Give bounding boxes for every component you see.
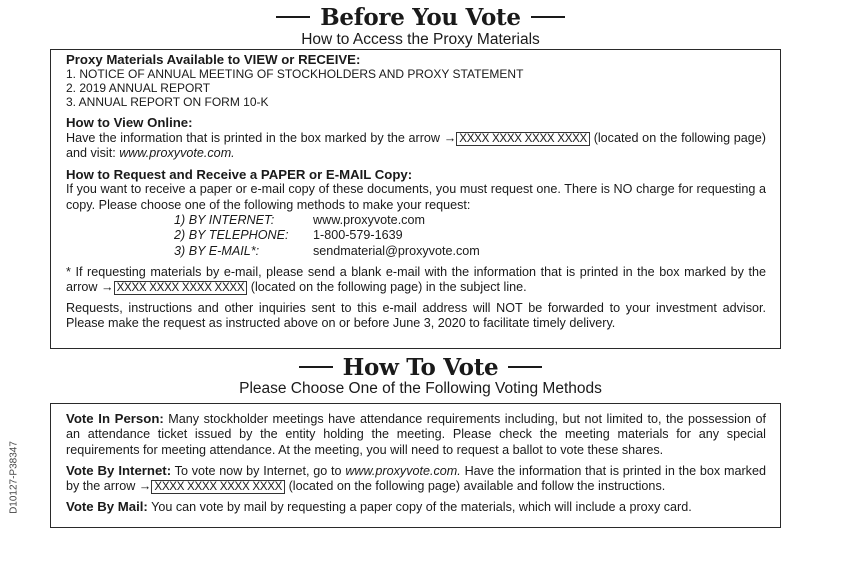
vote-in-person-label: Vote In Person:	[66, 411, 164, 426]
control-code-box: XXXX XXXX XXXX XXXX	[151, 480, 285, 494]
vote-internet-text-b: Have the information that is printed in the box marked by the arrow	[66, 463, 766, 494]
materials-item: 1. NOTICE OF ANNUAL MEETING OF STOCKHOLDERS AND PROXY STATEMENT	[66, 67, 524, 82]
section-title-before-you-vote	[0, 4, 841, 31]
vote-by-mail-text: You can vote by mail by requesting a paper copy of the materials, which will include a proxy card.	[147, 500, 692, 515]
control-code-box: XXXX XXXX XXXX XXXX	[456, 132, 590, 146]
materials-item: 3. ANNUAL REPORT ON FORM 10-K	[66, 95, 269, 110]
vote-by-internet	[66, 463, 766, 495]
method-value-email[interactable]: sendmaterial@proxyvote.com	[313, 243, 480, 258]
voting-methods-box	[50, 403, 781, 528]
title-rule-right	[531, 16, 565, 18]
title-text: Before You Vote	[320, 4, 521, 31]
materials-item: 2. 2019 ANNUAL REPORT	[66, 81, 211, 96]
title-text: How To Vote	[342, 354, 499, 381]
view-text-b: (located on the following page) and visit:	[66, 130, 766, 160]
method-value-url[interactable]: www.proxyvote.com	[313, 213, 425, 228]
request-text: If you want to receive a paper or e-mail copy of these documents, you must request one. There is NO charge for requesting a copy. Please choose one of the following methods to make your request:	[66, 182, 766, 212]
view-online-text	[66, 131, 766, 162]
view-online-heading: How to View Online:	[66, 115, 193, 131]
request-methods	[174, 213, 766, 259]
proxy-materials-content	[66, 52, 766, 331]
view-text-a: Have the information that is printed in the box marked by the arrow	[66, 130, 444, 145]
arrow-icon: →	[101, 280, 114, 295]
section-subtitle-access: How to Access the Proxy Materials	[301, 31, 540, 48]
method-label: 2) BY TELEPHONE:	[174, 228, 289, 243]
method-label: 3) BY E-MAIL*:	[174, 243, 260, 258]
email-note-b: (located on the following page) in the subject line.	[247, 280, 527, 295]
section-subtitle-voting-methods: Please Choose One of the Following Voting Methods	[239, 380, 602, 397]
title-rule-left	[299, 366, 333, 368]
section-title-how-to-vote	[0, 354, 841, 381]
title-rule-left	[276, 16, 310, 18]
arrow-icon: →	[138, 479, 152, 494]
forward-note: Requests, instructions and other inquiries sent to this e-mail address will NOT be forwarded to your investment advisor. Please make the request as instructed above on or before June 3, 2020 to facilitate timely delivery.	[66, 300, 766, 330]
title-rule-right	[508, 366, 542, 368]
method-internet	[174, 213, 766, 228]
method-label: 1) BY INTERNET:	[174, 213, 275, 228]
proxyvote-link[interactable]: www.proxyvote.com.	[119, 145, 235, 160]
materials-list	[66, 67, 766, 109]
request-heading: How to Request and Receive a PAPER or E-MAIL Copy:	[66, 167, 413, 183]
vote-in-person	[66, 411, 766, 458]
voting-methods-content	[66, 411, 766, 516]
vote-by-mail-label: Vote By Mail:	[66, 499, 148, 515]
vote-in-person-text: Many stockholder meetings have attendance requirements including, but not limited to, the possession of an attendance ticket issued by the entity holding the meeting. Please check the meeting materials for any special requirements for meeting attendance. At the meeting, you will need to request a ballot to vote these shares.	[66, 412, 767, 457]
proxy-materials-box	[50, 49, 781, 349]
arrow-icon: →	[443, 130, 457, 145]
email-note-a: * If requesting materials by e-mail, please send a blank e-mail with the information that is printed in the box marked by the arrow	[66, 264, 766, 295]
document-id-code: D10127-P38347	[8, 441, 20, 514]
control-code-box: XXXX XXXX XXXX XXXX	[114, 281, 248, 295]
method-value-phone[interactable]: 1-800-579-1639	[313, 228, 403, 243]
vote-by-mail	[66, 499, 766, 515]
method-email	[174, 244, 766, 259]
method-telephone	[174, 228, 766, 243]
materials-heading: Proxy Materials Available to VIEW or RECEIVE:	[66, 52, 361, 67]
proxyvote-link[interactable]: www.proxyvote.com.	[345, 463, 461, 478]
vote-internet-text-c: (located on the following page) available and follow the instructions.	[285, 479, 666, 494]
email-note	[66, 265, 766, 296]
vote-by-internet-label: Vote By Internet:	[66, 462, 172, 478]
vote-internet-text-a: To vote now by Internet, go to	[171, 463, 346, 478]
